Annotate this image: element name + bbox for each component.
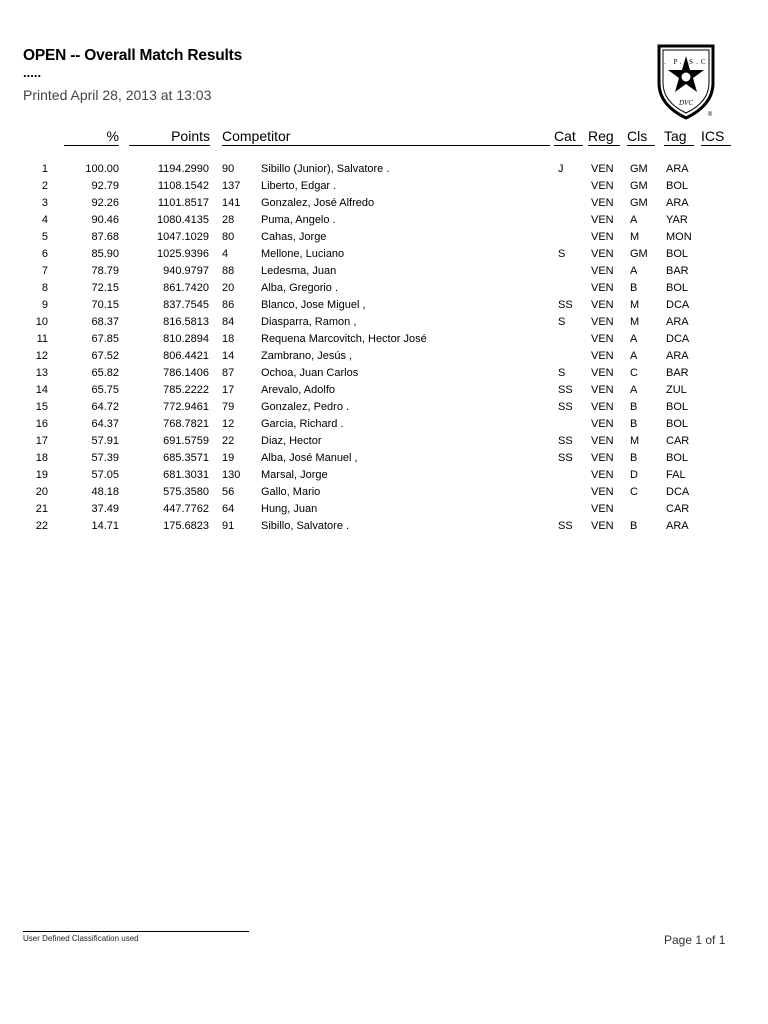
- percent-cell: 57.39: [91, 452, 119, 464]
- points-cell: 575.3580: [163, 486, 209, 498]
- region-cell: VEN: [591, 469, 614, 481]
- table-row: [0, 161, 706, 178]
- category-cell: SS: [558, 384, 573, 396]
- tag-cell: BOL: [666, 248, 689, 260]
- points-cell: 785.2222: [163, 384, 209, 396]
- table-row: [0, 314, 706, 331]
- class-cell: GM: [630, 248, 648, 260]
- category-cell: SS: [558, 401, 573, 413]
- tag-cell: CAR: [666, 435, 690, 447]
- rank-cell: 20: [35, 486, 48, 498]
- class-cell: A: [630, 333, 638, 345]
- category-cell: [558, 263, 591, 280]
- region-cell: VEN: [591, 503, 614, 515]
- logo-registered: ®: [707, 112, 713, 118]
- percent-cell: 64.37: [91, 418, 119, 430]
- page-number: Page 1 of 1: [664, 933, 726, 947]
- competitor-name-cell: Liberto, Edgar .: [261, 180, 337, 192]
- table-row: [0, 246, 706, 263]
- table-row: [0, 195, 706, 212]
- col-header-competitor: Competitor: [222, 127, 550, 146]
- logo-text-bottom: DVC: [679, 99, 693, 107]
- table-row: [0, 501, 706, 518]
- title-dots: .....: [23, 65, 42, 80]
- tag-cell: BOL: [666, 452, 689, 464]
- competitor-name-cell: Gonzalez, José Alfredo: [261, 197, 375, 209]
- points-cell: 685.3571: [163, 452, 209, 464]
- logo-text-top: I. P. S.C.: [658, 58, 714, 66]
- region-cell: VEN: [591, 248, 614, 260]
- region-cell: VEN: [591, 350, 614, 362]
- footnote: User Defined Classification used: [23, 934, 139, 943]
- competitor-number-cell: 91: [222, 520, 235, 532]
- percent-cell: 65.82: [91, 367, 119, 379]
- region-cell: VEN: [591, 163, 614, 175]
- percent-cell: 87.68: [91, 231, 119, 243]
- table-row: [0, 416, 706, 433]
- region-cell: VEN: [591, 520, 614, 532]
- class-cell: B: [630, 418, 638, 430]
- percent-cell: 90.46: [91, 214, 119, 226]
- competitor-number-cell: 64: [222, 503, 235, 515]
- points-cell: 691.5759: [163, 435, 209, 447]
- competitor-number-cell: 141: [222, 197, 241, 209]
- footnote-divider: [23, 931, 249, 932]
- competitor-number-cell: 86: [222, 299, 235, 311]
- points-cell: 1025.9396: [157, 248, 209, 260]
- region-cell: VEN: [591, 401, 614, 413]
- points-cell: 816.5813: [163, 316, 209, 328]
- category-cell: [558, 416, 591, 433]
- competitor-number-cell: 84: [222, 316, 235, 328]
- table-row: [0, 331, 706, 348]
- rank-cell: 17: [35, 435, 48, 447]
- rank-cell: 21: [35, 503, 48, 515]
- class-cell: M: [630, 316, 640, 328]
- table-row: [0, 212, 706, 229]
- class-cell: A: [630, 265, 638, 277]
- rank-cell: 14: [35, 384, 48, 396]
- col-header-points: Points: [129, 127, 210, 146]
- points-cell: 940.9797: [163, 265, 209, 277]
- tag-cell: BOL: [666, 418, 689, 430]
- competitor-name-cell: Diaz, Hector: [261, 435, 322, 447]
- category-cell: [558, 212, 591, 229]
- competitor-name-cell: Garcia, Richard .: [261, 418, 344, 430]
- rank-cell: 2: [41, 180, 48, 192]
- points-cell: 1194.2990: [157, 163, 209, 175]
- points-cell: 1047.1029: [157, 231, 209, 243]
- report-title: OPEN -- Overall Match Results: [23, 47, 243, 64]
- rank-cell: 1: [41, 163, 48, 175]
- table-row: [0, 382, 706, 399]
- competitor-name-cell: Marsal, Jorge: [261, 469, 328, 481]
- percent-cell: 67.52: [91, 350, 119, 362]
- tag-cell: BOL: [666, 401, 689, 413]
- class-cell: GM: [630, 180, 648, 192]
- region-cell: VEN: [591, 435, 614, 447]
- points-cell: 810.2894: [163, 333, 209, 345]
- competitor-number-cell: 87: [222, 367, 235, 379]
- class-cell: D: [630, 469, 638, 481]
- class-cell: [630, 501, 666, 518]
- percent-cell: 57.05: [91, 469, 119, 481]
- table-row: [0, 280, 706, 297]
- rank-cell: 6: [41, 248, 48, 260]
- competitor-name-cell: Arevalo, Adolfo: [261, 384, 335, 396]
- percent-cell: 92.79: [91, 180, 119, 192]
- competitor-name-cell: Blanco, Jose Miguel ,: [261, 299, 366, 311]
- tag-cell: MON: [666, 231, 692, 243]
- percent-cell: 14.71: [91, 520, 119, 532]
- category-cell: [558, 501, 591, 518]
- competitor-number-cell: 56: [222, 486, 235, 498]
- category-cell: [558, 229, 591, 246]
- points-cell: 772.9461: [163, 401, 209, 413]
- table-row: [0, 365, 706, 382]
- region-cell: VEN: [591, 214, 614, 226]
- rank-cell: 19: [35, 469, 48, 481]
- table-row: [0, 433, 706, 450]
- category-cell: [558, 178, 591, 195]
- tag-cell: YAR: [666, 214, 688, 226]
- region-cell: VEN: [591, 333, 614, 345]
- rank-cell: 7: [41, 265, 48, 277]
- class-cell: A: [630, 384, 638, 396]
- rank-cell: 5: [41, 231, 48, 243]
- tag-cell: BOL: [666, 282, 689, 294]
- rank-cell: 8: [41, 282, 48, 294]
- points-cell: 175.6823: [163, 520, 209, 532]
- competitor-number-cell: 80: [222, 231, 235, 243]
- tag-cell: ARA: [666, 163, 689, 175]
- rank-cell: 11: [36, 333, 48, 345]
- region-cell: VEN: [591, 231, 614, 243]
- region-cell: VEN: [591, 197, 614, 209]
- category-cell: SS: [558, 435, 573, 447]
- percent-cell: 92.26: [91, 197, 119, 209]
- competitor-name-cell: Mellone, Luciano: [261, 248, 345, 260]
- rank-cell: 9: [41, 299, 48, 311]
- competitor-number-cell: 20: [222, 282, 235, 294]
- tag-cell: ARA: [666, 350, 689, 362]
- table-row: [0, 484, 706, 501]
- region-cell: VEN: [591, 265, 614, 277]
- competitor-number-cell: 19: [222, 452, 235, 464]
- competitor-number-cell: 137: [222, 180, 241, 192]
- category-cell: S: [558, 316, 566, 328]
- percent-cell: 100.00: [85, 163, 119, 175]
- ipsc-shield-logo: [656, 43, 716, 121]
- competitor-number-cell: 90: [222, 163, 235, 175]
- competitor-number-cell: 12: [222, 418, 235, 430]
- percent-cell: 70.15: [91, 299, 119, 311]
- percent-cell: 65.75: [91, 384, 119, 396]
- percent-cell: 57.91: [91, 435, 119, 447]
- percent-cell: 68.37: [91, 316, 119, 328]
- category-cell: [558, 467, 591, 484]
- rank-cell: 12: [35, 350, 48, 362]
- category-cell: [558, 195, 591, 212]
- rank-cell: 3: [41, 197, 48, 209]
- tag-cell: DCA: [666, 333, 690, 345]
- tag-cell: BAR: [666, 367, 689, 379]
- category-cell: [558, 331, 591, 348]
- tag-cell: BAR: [666, 265, 689, 277]
- category-cell: S: [558, 248, 566, 260]
- rank-cell: 16: [35, 418, 48, 430]
- rank-cell: 10: [35, 316, 48, 328]
- region-cell: VEN: [591, 180, 614, 192]
- competitor-number-cell: 79: [222, 401, 235, 413]
- class-cell: M: [630, 435, 640, 447]
- percent-cell: 37.49: [91, 503, 119, 515]
- rank-cell: 22: [35, 520, 48, 532]
- class-cell: M: [630, 299, 640, 311]
- competitor-name-cell: Ledesma, Juan: [261, 265, 337, 277]
- points-cell: 681.3031: [163, 469, 209, 481]
- rank-cell: 18: [35, 452, 48, 464]
- class-cell: A: [630, 214, 638, 226]
- category-cell: [558, 484, 591, 501]
- points-cell: 768.7821: [163, 418, 209, 430]
- category-cell: J: [558, 163, 564, 175]
- competitor-name-cell: Zambrano, Jesús ,: [261, 350, 353, 362]
- category-cell: SS: [558, 452, 573, 464]
- competitor-number-cell: 28: [222, 214, 235, 226]
- region-cell: VEN: [591, 418, 614, 430]
- category-cell: SS: [558, 520, 573, 532]
- table-row: [0, 467, 706, 484]
- points-cell: 1108.1542: [157, 180, 209, 192]
- tag-cell: CAR: [666, 503, 690, 515]
- table-row: [0, 450, 706, 467]
- col-header-ics: ICS: [701, 127, 731, 146]
- class-cell: GM: [630, 197, 648, 209]
- table-row: [0, 229, 706, 246]
- category-cell: SS: [558, 299, 573, 311]
- competitor-name-cell: Alba, José Manuel ,: [261, 452, 358, 464]
- competitor-name-cell: Diasparra, Ramon ,: [261, 316, 357, 328]
- points-cell: 837.7545: [163, 299, 209, 311]
- competitor-name-cell: Gonzalez, Pedro .: [261, 401, 350, 413]
- percent-cell: 78.79: [91, 265, 119, 277]
- region-cell: VEN: [591, 367, 614, 379]
- col-header-reg: Reg: [588, 127, 620, 146]
- table-row: [0, 263, 706, 280]
- region-cell: VEN: [591, 299, 614, 311]
- printed-date: Printed April 28, 2013 at 13:03: [23, 87, 212, 103]
- col-header-cls: Cls: [627, 127, 655, 146]
- tag-cell: ARA: [666, 197, 689, 209]
- col-header-cat: Cat: [554, 127, 583, 146]
- class-cell: M: [630, 231, 640, 243]
- table-row: [0, 399, 706, 416]
- rank-cell: 4: [41, 214, 48, 226]
- tag-cell: FAL: [666, 469, 686, 481]
- rank-cell: 13: [35, 367, 48, 379]
- percent-cell: 48.18: [91, 486, 119, 498]
- table-row: [0, 178, 706, 195]
- competitor-name-cell: Cahas, Jorge: [261, 231, 327, 243]
- region-cell: VEN: [591, 486, 614, 498]
- competitor-number-cell: 88: [222, 265, 235, 277]
- competitor-number-cell: 18: [222, 333, 235, 345]
- class-cell: C: [630, 367, 638, 379]
- competitor-number-cell: 17: [222, 384, 235, 396]
- percent-cell: 67.85: [91, 333, 119, 345]
- competitor-name-cell: Requena Marcovitch, Hector José: [261, 333, 427, 345]
- results-body: [0, 161, 706, 535]
- class-cell: B: [630, 520, 638, 532]
- points-cell: 861.7420: [163, 282, 209, 294]
- tag-cell: ARA: [666, 520, 689, 532]
- tag-cell: DCA: [666, 299, 690, 311]
- competitor-name-cell: Ochoa, Juan Carlos: [261, 367, 359, 379]
- percent-cell: 85.90: [91, 248, 119, 260]
- region-cell: VEN: [591, 282, 614, 294]
- competitor-number-cell: 22: [222, 435, 235, 447]
- competitor-name-cell: Gallo, Mario: [261, 486, 321, 498]
- col-header-tag: Tag: [664, 127, 694, 146]
- competitor-name-cell: Sibillo, Salvatore .: [261, 520, 350, 532]
- competitor-name-cell: Alba, Gregorio .: [261, 282, 339, 294]
- table-row: [0, 297, 706, 314]
- tag-cell: ARA: [666, 316, 689, 328]
- tag-cell: BOL: [666, 180, 689, 192]
- category-cell: [558, 280, 591, 297]
- points-cell: 1080.4135: [157, 214, 209, 226]
- points-cell: 786.1406: [163, 367, 209, 379]
- results-table: [0, 161, 706, 535]
- competitor-name-cell: Sibillo (Junior), Salvatore .: [261, 163, 390, 175]
- competitor-number-cell: 130: [222, 469, 241, 481]
- competitor-number-cell: 4: [222, 248, 229, 260]
- competitor-name-cell: Puma, Angelo .: [261, 214, 336, 226]
- category-cell: [558, 348, 591, 365]
- points-cell: 447.7762: [163, 503, 209, 515]
- class-cell: B: [630, 401, 638, 413]
- class-cell: C: [630, 486, 638, 498]
- class-cell: GM: [630, 163, 648, 175]
- region-cell: VEN: [591, 316, 614, 328]
- class-cell: A: [630, 350, 638, 362]
- col-header-pct: %: [64, 127, 119, 146]
- points-cell: 806.4421: [163, 350, 209, 362]
- competitor-number-cell: 14: [222, 350, 235, 362]
- class-cell: B: [630, 452, 638, 464]
- region-cell: VEN: [591, 384, 614, 396]
- table-row: [0, 348, 706, 365]
- table-row: [0, 518, 706, 535]
- region-cell: VEN: [591, 452, 614, 464]
- category-cell: S: [558, 367, 566, 379]
- percent-cell: 64.72: [91, 401, 119, 413]
- tag-cell: ZUL: [666, 384, 687, 396]
- class-cell: B: [630, 282, 638, 294]
- rank-cell: 15: [35, 401, 48, 413]
- points-cell: 1101.8517: [157, 197, 209, 209]
- percent-cell: 72.15: [91, 282, 119, 294]
- tag-cell: DCA: [666, 486, 690, 498]
- competitor-name-cell: Hung, Juan: [261, 503, 318, 515]
